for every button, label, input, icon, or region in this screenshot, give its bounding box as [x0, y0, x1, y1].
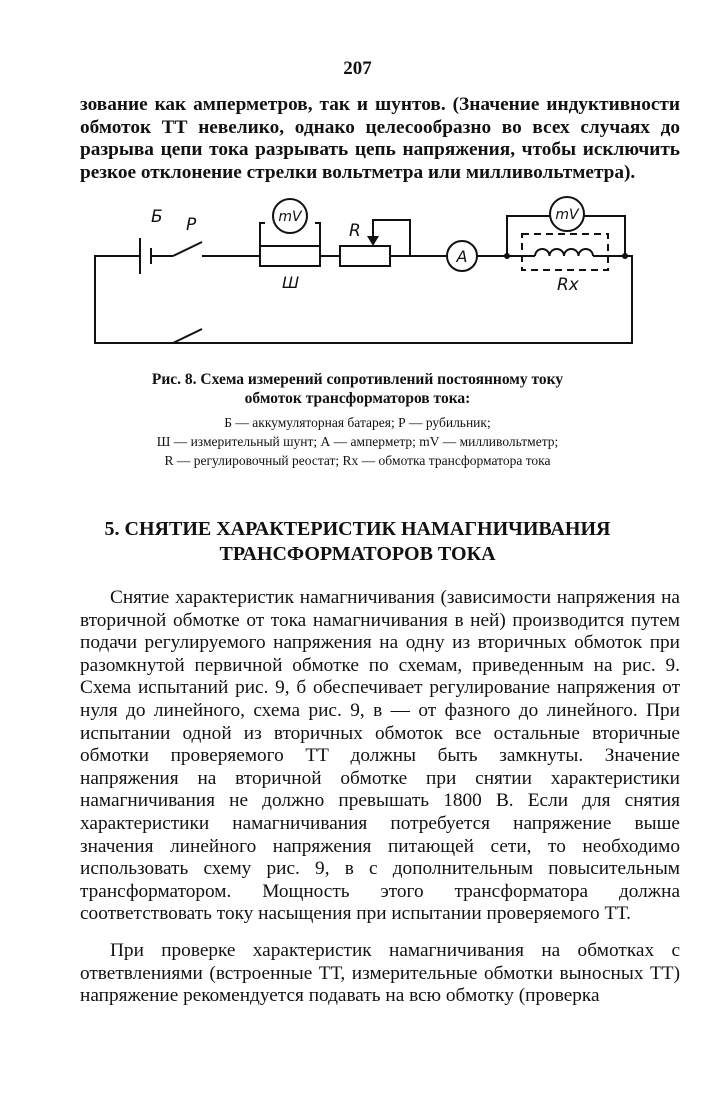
- switch-blade-top: [173, 242, 202, 256]
- wire-mv-right: [315, 223, 320, 256]
- wire-mv-left: [260, 223, 265, 256]
- section-heading-line2: ТРАНСФОРМАТОРОВ ТОКА: [219, 543, 496, 565]
- rheostat-wiper-wire: [373, 220, 410, 256]
- label-battery: Б: [151, 207, 163, 227]
- label-mv-left: mV: [278, 209, 302, 225]
- label-switch: Р: [186, 215, 197, 235]
- figure-legend-line3: R — регулировочный реостат; Rx — обмотка трансформатора тока: [164, 453, 551, 468]
- figure-caption: [0, 370, 715, 408]
- node: [622, 253, 628, 259]
- section-heading-line1: 5. СНЯТИЕ ХАРАКТЕРИСТИК НАМАГНИЧИВАНИЯ: [104, 518, 611, 540]
- figure-legend-line1: Б — аккумуляторная батарея; Р — рубильник;: [224, 415, 491, 430]
- page-number: 207: [343, 58, 372, 79]
- rheostat-wiper-arrow: [367, 236, 379, 246]
- section-heading: [0, 517, 715, 567]
- label-winding: Rx: [557, 275, 579, 295]
- winding-coil: [535, 249, 593, 256]
- label-mv-right: mV: [555, 207, 579, 223]
- body-paragraph-2: При проверке характеристик намагничивания на обмотках с ответвлениями (встроенные ТТ, измерительные обмотки выносных ТТ) напряжение рекомендуется подавать на всю обмотку (проверка: [80, 940, 680, 1007]
- figure-legend: [0, 413, 715, 470]
- label-ammeter: A: [456, 247, 468, 266]
- body-paragraph-1: Снятие характеристик намагничивания (зависимости напряжения на вторичной обмотке от тока намагничивания в ней) производится путем подачи регулируемого напряжения на одну из вторичных обмоток при разомкнутой первичной обмотке по схемам, приведенным на рис. 9. Схема испытаний рис. 9, б обеспечивает регулирование напряжения от нуля до линейного, схема рис. 9, в — от фазного до линейного. При испытании одной из вторичных обмоток все остальные вторичные обмотки проверяемого ТТ должны быть замкнуты. Значение напряжения на вторичной обмотке при снятии характеристики намагничивания не должно превышать 1800 В. Если для снятия характеристики намагничивания потребуется напряжение выше значения линейного напряжения питающей сети, то необходимо использовать схему рис. 9, в с дополнительным повысительным трансформатором. Мощность этого трансформатора должна соответствовать току насыщения при испытании проверяемого ТТ.: [80, 587, 680, 925]
- figure-legend-line2: Ш — измерительный шунт; А — амперметр; mV — милливольтметр;: [156, 434, 559, 449]
- switch-blade-bottom: [173, 329, 202, 343]
- rheostat-resistor: [340, 246, 390, 266]
- label-shunt: Ш: [282, 273, 300, 292]
- node: [504, 253, 510, 259]
- label-rheostat: R: [349, 221, 361, 241]
- shunt-resistor: [260, 246, 320, 266]
- figure-caption-line2: обмоток трансформаторов тока:: [244, 390, 471, 407]
- wire-return: [185, 256, 632, 343]
- intro-paragraph: зование как амперметров, так и шунтов. (Значение индуктивности обмоток ТТ невелико, однако целесообразно во всех случаях до разрыва цепи тока разрывать цепь напряжения, чтобы исключить резкое отклонение стрелки вольтметра или милливольтметра).: [80, 94, 680, 183]
- circuit-diagram: [85, 196, 650, 356]
- figure-caption-line1: Рис. 8. Схема измерений сопротивлений постоянному току: [151, 371, 564, 388]
